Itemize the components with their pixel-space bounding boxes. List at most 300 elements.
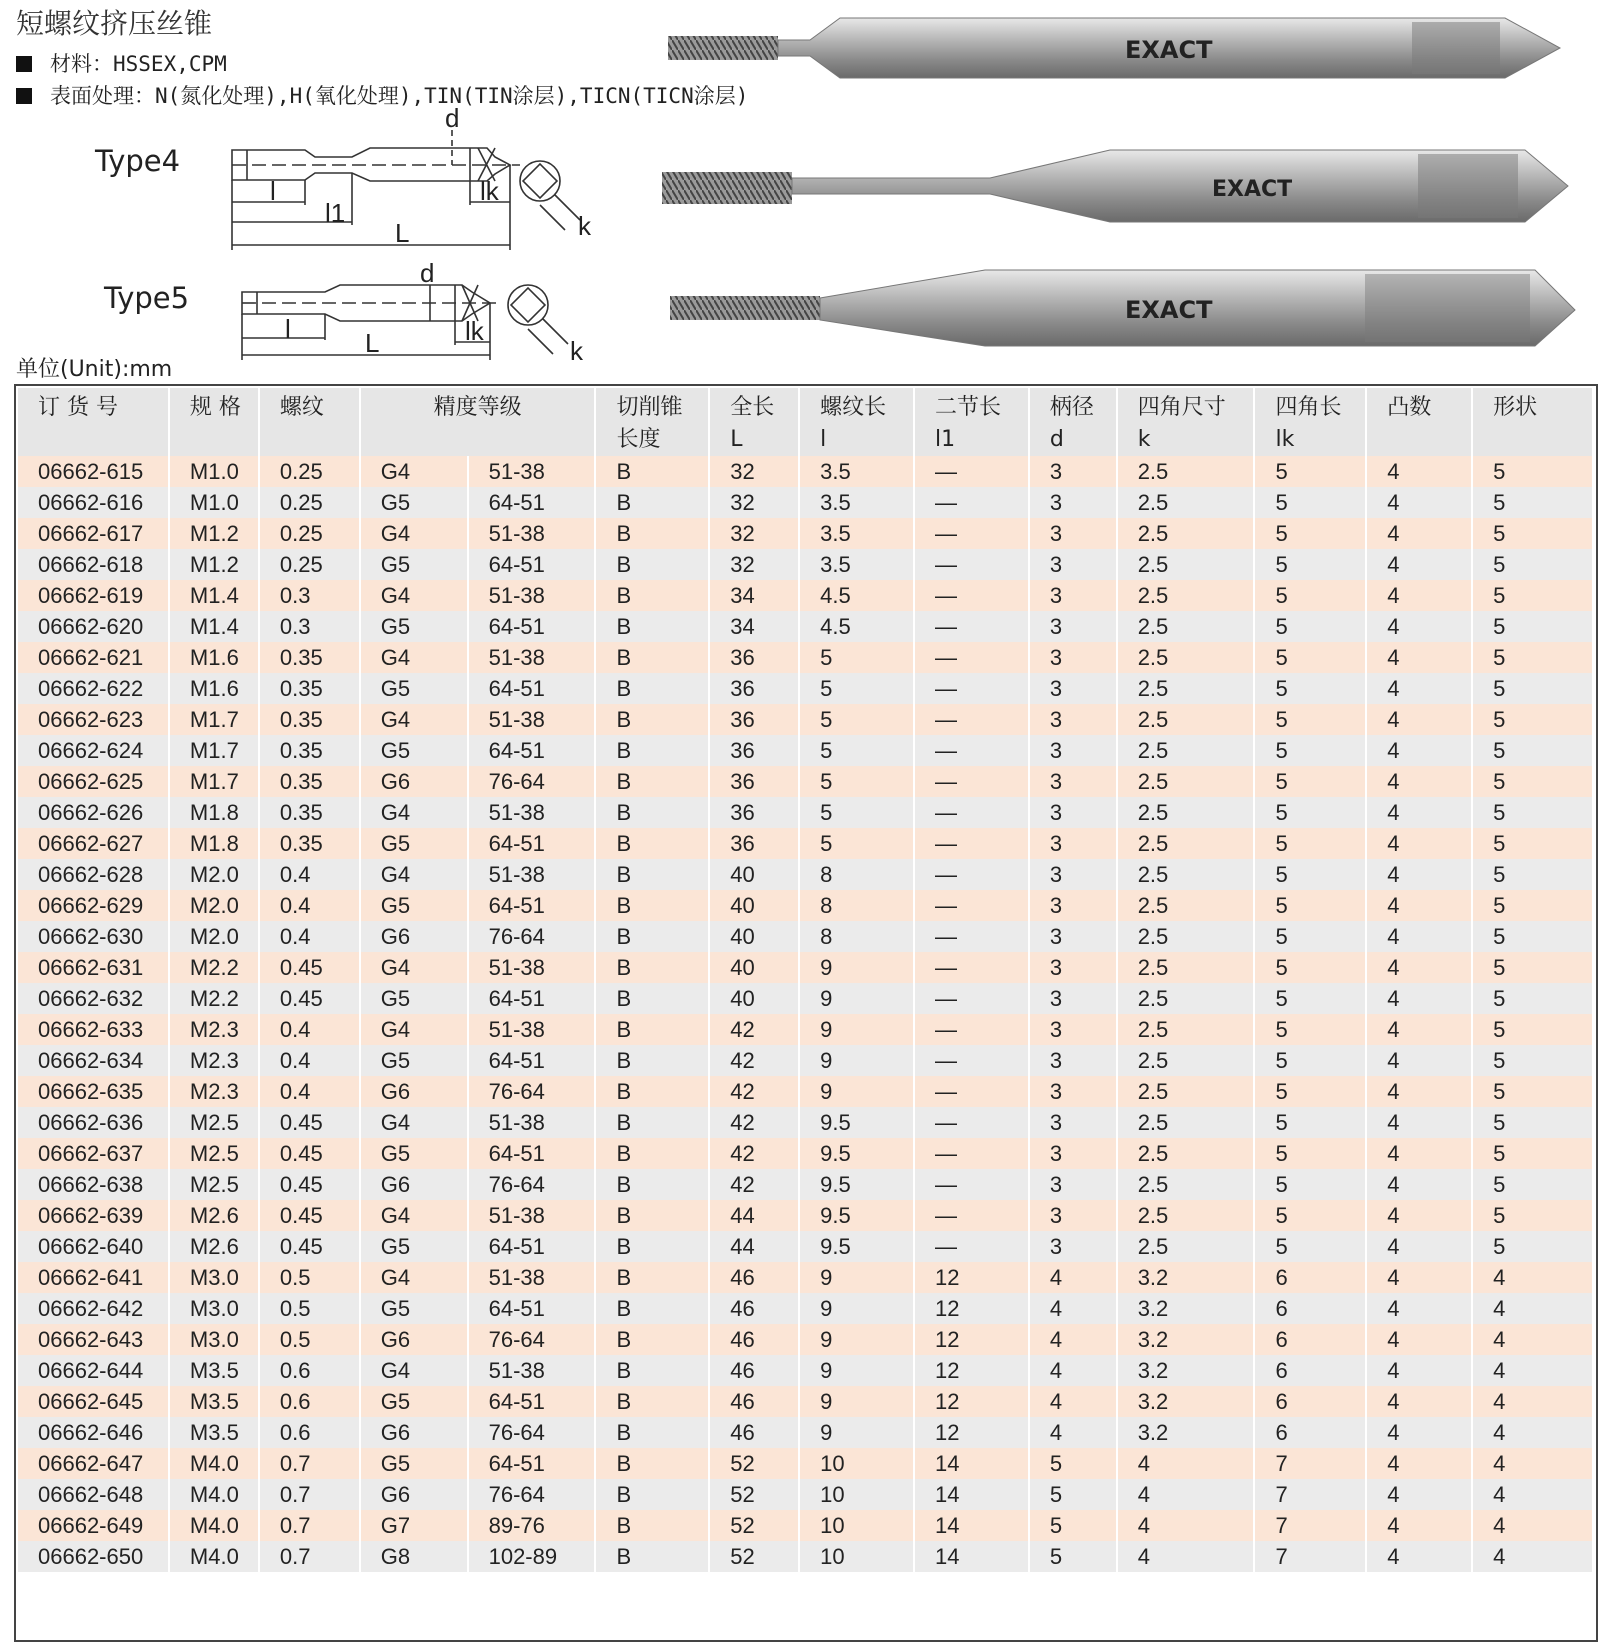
table-cell: 51-38 bbox=[468, 642, 596, 673]
table-cell: 06662-627 bbox=[17, 828, 169, 859]
table-cell: 5 bbox=[1472, 487, 1593, 518]
table-cell: — bbox=[914, 921, 1029, 952]
table-row bbox=[17, 1138, 1593, 1169]
header-size: 规 格 bbox=[169, 387, 259, 456]
table-cell: 4 bbox=[1117, 1510, 1255, 1541]
table-cell: — bbox=[914, 456, 1029, 487]
table-cell: 8 bbox=[799, 921, 914, 952]
table-cell: 5 bbox=[799, 828, 914, 859]
table-cell: 64-51 bbox=[468, 735, 596, 766]
table-cell: 9 bbox=[799, 1386, 914, 1417]
table-cell: B bbox=[595, 1510, 709, 1541]
table-cell: 51-38 bbox=[468, 1014, 596, 1045]
table-cell: 5 bbox=[1472, 952, 1593, 983]
table-cell: 5 bbox=[799, 704, 914, 735]
table-cell: 4 bbox=[1366, 859, 1472, 890]
dim-l-label: l bbox=[270, 176, 276, 206]
table-cell: 5 bbox=[1472, 1231, 1593, 1262]
spec-table bbox=[16, 386, 1594, 1572]
table-cell: 5 bbox=[1029, 1448, 1117, 1479]
table-cell: M3.0 bbox=[169, 1293, 259, 1324]
table-cell: G4 bbox=[360, 1014, 468, 1045]
table-cell: 12 bbox=[914, 1386, 1029, 1417]
table-cell: 2.5 bbox=[1117, 673, 1255, 704]
table-cell: 5 bbox=[1254, 797, 1366, 828]
table-cell: 12 bbox=[914, 1293, 1029, 1324]
table-cell: 2.5 bbox=[1117, 1138, 1255, 1169]
table-cell: G5 bbox=[360, 735, 468, 766]
table-cell: 5 bbox=[1472, 1107, 1593, 1138]
table-cell: B bbox=[595, 890, 709, 921]
table-cell: 06662-629 bbox=[17, 890, 169, 921]
table-cell: B bbox=[595, 456, 709, 487]
table-cell: M1.7 bbox=[169, 766, 259, 797]
table-cell: B bbox=[595, 1448, 709, 1479]
table-cell: 52 bbox=[709, 1541, 799, 1572]
table-cell: 4 bbox=[1366, 1045, 1472, 1076]
table-cell: 51-38 bbox=[468, 1200, 596, 1231]
table-cell: 5 bbox=[1472, 1138, 1593, 1169]
table-row bbox=[17, 518, 1593, 549]
table-cell: 9 bbox=[799, 1324, 914, 1355]
dim-L-label-5: L bbox=[365, 328, 380, 358]
table-cell: 4.5 bbox=[799, 580, 914, 611]
table-cell: 5 bbox=[1254, 983, 1366, 1014]
table-cell: 5 bbox=[1472, 704, 1593, 735]
table-cell: 44 bbox=[709, 1231, 799, 1262]
table-cell: 2.5 bbox=[1117, 921, 1255, 952]
table-cell: 5 bbox=[1472, 611, 1593, 642]
header-pitch: 螺纹 bbox=[259, 387, 360, 456]
table-cell: — bbox=[914, 1169, 1029, 1200]
table-cell: — bbox=[914, 673, 1029, 704]
table-cell: 9 bbox=[799, 1293, 914, 1324]
header-chamfer-1: 切削锥 bbox=[616, 395, 683, 420]
table-cell: M1.2 bbox=[169, 518, 259, 549]
table-cell: 5 bbox=[1254, 704, 1366, 735]
table-cell: 64-51 bbox=[468, 1045, 596, 1076]
header-shank-2: d bbox=[1049, 427, 1064, 452]
table-cell: 4 bbox=[1366, 1417, 1472, 1448]
table-cell: 7 bbox=[1254, 1448, 1366, 1479]
table-cell: 2.5 bbox=[1117, 766, 1255, 797]
table-cell: G5 bbox=[360, 983, 468, 1014]
table-cell: 2.5 bbox=[1117, 735, 1255, 766]
dim-l-label-5: l bbox=[285, 314, 291, 344]
table-cell: M1.6 bbox=[169, 673, 259, 704]
table-cell: 5 bbox=[1472, 673, 1593, 704]
table-cell: 2.5 bbox=[1117, 1045, 1255, 1076]
table-cell: 5 bbox=[799, 766, 914, 797]
table-cell: B bbox=[595, 1293, 709, 1324]
table-cell: 3.2 bbox=[1117, 1355, 1255, 1386]
table-cell: 2.5 bbox=[1117, 1107, 1255, 1138]
table-cell: 2.5 bbox=[1117, 1200, 1255, 1231]
table-cell: 9 bbox=[799, 1355, 914, 1386]
table-cell: — bbox=[914, 642, 1029, 673]
table-cell: 76-64 bbox=[468, 1169, 596, 1200]
table-cell: 06662-632 bbox=[17, 983, 169, 1014]
table-cell: 06662-636 bbox=[17, 1107, 169, 1138]
table-cell: 4 bbox=[1366, 1479, 1472, 1510]
table-cell: 3.2 bbox=[1117, 1324, 1255, 1355]
table-cell: 12 bbox=[914, 1417, 1029, 1448]
table-cell: 3.2 bbox=[1117, 1262, 1255, 1293]
table-cell: 3 bbox=[1029, 735, 1117, 766]
table-cell: B bbox=[595, 518, 709, 549]
table-cell: 64-51 bbox=[468, 1448, 596, 1479]
table-cell: M2.6 bbox=[169, 1231, 259, 1262]
table-cell: M1.2 bbox=[169, 549, 259, 580]
table-row bbox=[17, 1417, 1593, 1448]
table-cell: B bbox=[595, 1045, 709, 1076]
table-cell: G4 bbox=[360, 642, 468, 673]
table-cell: 3 bbox=[1029, 518, 1117, 549]
table-cell: 5 bbox=[1254, 890, 1366, 921]
table-cell: 5 bbox=[1472, 549, 1593, 580]
table-cell: 0.4 bbox=[259, 890, 360, 921]
table-cell: 5 bbox=[1472, 766, 1593, 797]
table-cell: G8 bbox=[360, 1541, 468, 1572]
table-cell: 06662-638 bbox=[17, 1169, 169, 1200]
table-cell: 5 bbox=[1472, 921, 1593, 952]
table-cell: 51-38 bbox=[468, 797, 596, 828]
table-cell: 6 bbox=[1254, 1386, 1366, 1417]
table-cell: 5 bbox=[1472, 1169, 1593, 1200]
table-row bbox=[17, 704, 1593, 735]
table-cell: 06662-650 bbox=[17, 1541, 169, 1572]
table-cell: 0.35 bbox=[259, 642, 360, 673]
table-row bbox=[17, 890, 1593, 921]
table-cell: M2.3 bbox=[169, 1045, 259, 1076]
table-cell: 5 bbox=[799, 642, 914, 673]
table-row bbox=[17, 828, 1593, 859]
table-cell: 0.45 bbox=[259, 1169, 360, 1200]
table-cell: — bbox=[914, 518, 1029, 549]
table-row bbox=[17, 673, 1593, 704]
dim-k-label: k bbox=[578, 211, 591, 241]
table-cell: 76-64 bbox=[468, 1417, 596, 1448]
header-chamfer bbox=[595, 387, 709, 456]
header-square-2: k bbox=[1137, 427, 1151, 452]
table-cell: 4 bbox=[1029, 1417, 1117, 1448]
table-cell: 4.5 bbox=[799, 611, 914, 642]
table-cell: 42 bbox=[709, 1014, 799, 1045]
table-cell: 9 bbox=[799, 1014, 914, 1045]
table-cell: 10 bbox=[799, 1541, 914, 1572]
table-cell: 0.5 bbox=[259, 1324, 360, 1355]
table-cell: M2.0 bbox=[169, 921, 259, 952]
table-cell: 2.5 bbox=[1117, 456, 1255, 487]
table-cell: 06662-617 bbox=[17, 518, 169, 549]
table-cell: M4.0 bbox=[169, 1479, 259, 1510]
table-cell: 52 bbox=[709, 1448, 799, 1479]
table-cell: 3 bbox=[1029, 549, 1117, 580]
table-cell: 51-38 bbox=[468, 456, 596, 487]
table-cell: 06662-642 bbox=[17, 1293, 169, 1324]
table-cell: 6 bbox=[1254, 1417, 1366, 1448]
table-cell: 3 bbox=[1029, 1138, 1117, 1169]
header-shape: 形状 bbox=[1472, 387, 1593, 456]
table-cell: 76-64 bbox=[468, 1479, 596, 1510]
table-row bbox=[17, 1479, 1593, 1510]
header-thread-1: 螺纹长 bbox=[820, 395, 887, 420]
table-row bbox=[17, 1293, 1593, 1324]
table-cell: 14 bbox=[914, 1541, 1029, 1572]
table-cell: 76-64 bbox=[468, 921, 596, 952]
table-cell: 3 bbox=[1029, 1076, 1117, 1107]
table-cell: 5 bbox=[799, 673, 914, 704]
table-row bbox=[17, 642, 1593, 673]
table-cell: 0.35 bbox=[259, 828, 360, 859]
table-cell: G6 bbox=[360, 1417, 468, 1448]
table-cell: 40 bbox=[709, 983, 799, 1014]
table-cell: 0.25 bbox=[259, 518, 360, 549]
table-cell: 12 bbox=[914, 1262, 1029, 1293]
table-cell: 4 bbox=[1366, 735, 1472, 766]
table-cell: 6 bbox=[1254, 1355, 1366, 1386]
table-cell: B bbox=[595, 1107, 709, 1138]
table-cell: 4 bbox=[1366, 1169, 1472, 1200]
table-cell: M1.0 bbox=[169, 456, 259, 487]
table-cell: B bbox=[595, 1076, 709, 1107]
table-cell: — bbox=[914, 1138, 1029, 1169]
table-cell: — bbox=[914, 487, 1029, 518]
table-cell: 2.5 bbox=[1117, 952, 1255, 983]
table-cell: 4 bbox=[1029, 1293, 1117, 1324]
table-cell: B bbox=[595, 1138, 709, 1169]
table-cell: — bbox=[914, 1107, 1029, 1138]
table-cell: 2.5 bbox=[1117, 1014, 1255, 1045]
table-cell: 52 bbox=[709, 1479, 799, 1510]
table-cell: M3.5 bbox=[169, 1386, 259, 1417]
table-cell: 0.4 bbox=[259, 1076, 360, 1107]
table-cell: B bbox=[595, 611, 709, 642]
table-body bbox=[17, 456, 1593, 1572]
table-cell: 06662-635 bbox=[17, 1076, 169, 1107]
table-cell: M2.3 bbox=[169, 1076, 259, 1107]
table-cell: 4 bbox=[1472, 1262, 1593, 1293]
table-cell: — bbox=[914, 549, 1029, 580]
table-cell: 4 bbox=[1366, 1262, 1472, 1293]
table-cell: 64-51 bbox=[468, 549, 596, 580]
table-cell: 5 bbox=[1472, 1045, 1593, 1076]
table-cell: M2.5 bbox=[169, 1107, 259, 1138]
table-cell: M3.5 bbox=[169, 1355, 259, 1386]
table-cell: M2.6 bbox=[169, 1200, 259, 1231]
table-cell: 76-64 bbox=[468, 1076, 596, 1107]
table-cell: G5 bbox=[360, 1448, 468, 1479]
header-chamfer-2: 长度 bbox=[616, 427, 661, 452]
table-cell: 3 bbox=[1029, 1014, 1117, 1045]
table-cell: 5 bbox=[1254, 766, 1366, 797]
table-cell: 4 bbox=[1472, 1479, 1593, 1510]
header-order-no: 订 货 号 bbox=[17, 387, 169, 456]
table-cell: 0.3 bbox=[259, 611, 360, 642]
table-cell: 3 bbox=[1029, 611, 1117, 642]
header-sqlen-1: 四角长 bbox=[1275, 395, 1342, 420]
table-cell: 3 bbox=[1029, 1107, 1117, 1138]
table-cell: 2.5 bbox=[1117, 890, 1255, 921]
table-cell: 8 bbox=[799, 890, 914, 921]
table-cell: 06662-644 bbox=[17, 1355, 169, 1386]
table-cell: 40 bbox=[709, 921, 799, 952]
header-square-1: 四角尺寸 bbox=[1137, 395, 1226, 420]
table-cell: 4 bbox=[1366, 766, 1472, 797]
table-cell: 3 bbox=[1029, 890, 1117, 921]
table-cell: 4 bbox=[1472, 1324, 1593, 1355]
table-cell: 12 bbox=[914, 1355, 1029, 1386]
table-cell: 4 bbox=[1472, 1355, 1593, 1386]
table-cell: 2.5 bbox=[1117, 797, 1255, 828]
table-row bbox=[17, 1541, 1593, 1572]
table-cell: B bbox=[595, 549, 709, 580]
table-cell: 3 bbox=[1029, 952, 1117, 983]
table-cell: G4 bbox=[360, 704, 468, 735]
table-cell: 4 bbox=[1366, 487, 1472, 518]
table-cell: 52 bbox=[709, 1510, 799, 1541]
table-cell: 51-38 bbox=[468, 952, 596, 983]
table-cell: G6 bbox=[360, 1479, 468, 1510]
table-cell: 4 bbox=[1366, 1510, 1472, 1541]
table-cell: 4 bbox=[1366, 1541, 1472, 1572]
table-cell: 5 bbox=[799, 735, 914, 766]
table-cell: — bbox=[914, 890, 1029, 921]
table-cell: M4.0 bbox=[169, 1510, 259, 1541]
table-cell: G4 bbox=[360, 1355, 468, 1386]
table-cell: G4 bbox=[360, 797, 468, 828]
table-cell: G4 bbox=[360, 859, 468, 890]
table-cell: 0.5 bbox=[259, 1293, 360, 1324]
table-cell: 3 bbox=[1029, 456, 1117, 487]
table-cell: 06662-625 bbox=[17, 766, 169, 797]
table-cell: M1.7 bbox=[169, 704, 259, 735]
unit-label: 单位(Unit):mm bbox=[16, 357, 173, 382]
table-cell: 0.25 bbox=[259, 456, 360, 487]
table-cell: 9 bbox=[799, 1045, 914, 1076]
table-cell: 64-51 bbox=[468, 1138, 596, 1169]
table-cell: 4 bbox=[1366, 1355, 1472, 1386]
table-cell: 5 bbox=[1472, 580, 1593, 611]
dim-k-label-5: k bbox=[570, 336, 583, 366]
table-cell: M1.6 bbox=[169, 642, 259, 673]
table-cell: 36 bbox=[709, 828, 799, 859]
table-cell: 42 bbox=[709, 1138, 799, 1169]
table-cell: G5 bbox=[360, 549, 468, 580]
header-second-2: l1 bbox=[935, 427, 956, 452]
table-cell: 0.25 bbox=[259, 549, 360, 580]
table-cell: 4 bbox=[1366, 1200, 1472, 1231]
table-cell: G6 bbox=[360, 1169, 468, 1200]
table-cell: 5 bbox=[1254, 1138, 1366, 1169]
table-cell: 5 bbox=[1254, 1200, 1366, 1231]
table-cell: 36 bbox=[709, 642, 799, 673]
table-cell: B bbox=[595, 859, 709, 890]
table-cell: — bbox=[914, 983, 1029, 1014]
table-cell: M1.0 bbox=[169, 487, 259, 518]
table-cell: B bbox=[595, 1479, 709, 1510]
table-cell: G4 bbox=[360, 1107, 468, 1138]
table-cell: M1.8 bbox=[169, 797, 259, 828]
table-cell: 40 bbox=[709, 859, 799, 890]
table-cell: 06662-622 bbox=[17, 673, 169, 704]
table-cell: B bbox=[595, 1417, 709, 1448]
table-cell: G5 bbox=[360, 673, 468, 704]
table-cell: G5 bbox=[360, 1045, 468, 1076]
table-cell: 32 bbox=[709, 518, 799, 549]
table-cell: 0.45 bbox=[259, 983, 360, 1014]
header-total bbox=[709, 387, 799, 456]
table-cell: 51-38 bbox=[468, 704, 596, 735]
table-cell: 4 bbox=[1366, 611, 1472, 642]
table-cell: 2.5 bbox=[1117, 487, 1255, 518]
table-cell: 06662-619 bbox=[17, 580, 169, 611]
table-cell: 9 bbox=[799, 983, 914, 1014]
table-cell: 51-38 bbox=[468, 1355, 596, 1386]
table-cell: 0.6 bbox=[259, 1355, 360, 1386]
table-cell: 0.5 bbox=[259, 1262, 360, 1293]
table-cell: 4 bbox=[1366, 642, 1472, 673]
table-cell: G6 bbox=[360, 1076, 468, 1107]
table-cell: 5 bbox=[1254, 456, 1366, 487]
table-cell: B bbox=[595, 952, 709, 983]
table-cell: M1.7 bbox=[169, 735, 259, 766]
table-cell: 64-51 bbox=[468, 1293, 596, 1324]
table-cell: 3 bbox=[1029, 1045, 1117, 1076]
table-cell: 4 bbox=[1117, 1541, 1255, 1572]
header-grade: 精度等级 bbox=[360, 387, 596, 456]
table-cell: 4 bbox=[1366, 828, 1472, 859]
table-cell: G6 bbox=[360, 921, 468, 952]
table-cell: 4 bbox=[1366, 952, 1472, 983]
table-cell: 06662-639 bbox=[17, 1200, 169, 1231]
table-cell: 46 bbox=[709, 1355, 799, 1386]
table-cell: 9 bbox=[799, 1262, 914, 1293]
table-cell: 06662-615 bbox=[17, 456, 169, 487]
table-cell: 36 bbox=[709, 797, 799, 828]
table-cell: B bbox=[595, 735, 709, 766]
table-cell: 0.6 bbox=[259, 1386, 360, 1417]
table-cell: 64-51 bbox=[468, 983, 596, 1014]
table-cell: G7 bbox=[360, 1510, 468, 1541]
dim-d-label-5: d bbox=[420, 258, 435, 288]
table-cell: 5 bbox=[1472, 1014, 1593, 1045]
table-row bbox=[17, 549, 1593, 580]
table-cell: G5 bbox=[360, 487, 468, 518]
table-cell: 4 bbox=[1472, 1448, 1593, 1479]
table-cell: 14 bbox=[914, 1510, 1029, 1541]
table-row bbox=[17, 983, 1593, 1014]
table-row bbox=[17, 921, 1593, 952]
table-cell: B bbox=[595, 983, 709, 1014]
table-cell: 3 bbox=[1029, 1169, 1117, 1200]
table-cell: 06662-648 bbox=[17, 1479, 169, 1510]
table-cell: 0.45 bbox=[259, 1200, 360, 1231]
table-cell: 4 bbox=[1472, 1293, 1593, 1324]
table-cell: 44 bbox=[709, 1200, 799, 1231]
table-cell: 3.2 bbox=[1117, 1417, 1255, 1448]
surface-text: 表面处理：N(氮化处理),H(氧化处理),TIN(TIN涂层),TICN(TICN涂层) bbox=[50, 84, 749, 108]
table-cell: 5 bbox=[1472, 797, 1593, 828]
table-cell: M2.2 bbox=[169, 952, 259, 983]
table-cell: 06662-645 bbox=[17, 1386, 169, 1417]
table-cell: — bbox=[914, 704, 1029, 735]
brand-logo-2: EXACT bbox=[1212, 177, 1293, 202]
table-cell: 5 bbox=[1254, 1014, 1366, 1045]
table-cell: 51-38 bbox=[468, 1107, 596, 1138]
table-cell: 5 bbox=[1254, 642, 1366, 673]
table-cell: 51-38 bbox=[468, 1262, 596, 1293]
